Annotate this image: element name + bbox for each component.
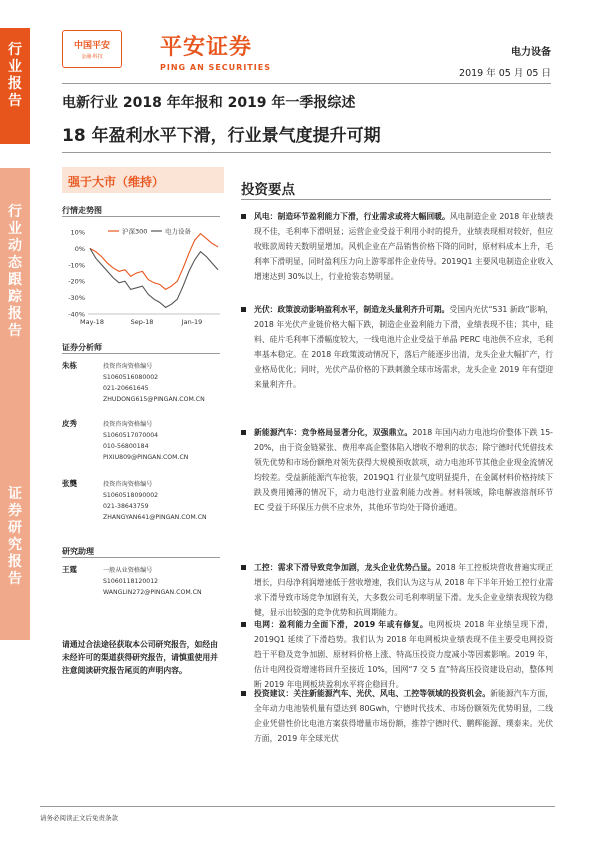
cert-number: S1060516080002 [103, 374, 159, 382]
side-tab-securities-research [0, 400, 30, 640]
analyst-name: 张龑 [62, 479, 77, 488]
key-point-grid [241, 617, 553, 692]
cert-number: S1060517070004 [103, 432, 159, 440]
pingan-logo [62, 30, 122, 68]
x-tick-label: Sep-18 [130, 318, 154, 326]
cert-label: 一般从业资格编号 [103, 567, 153, 574]
series-line-sector [90, 248, 218, 307]
footer-note: 请务必阅读正文后免责条款 [40, 814, 118, 822]
key-point-lead: 投资建议：关注新能源汽车、光伏、风电、工控等领域的投资机会。 [254, 689, 491, 698]
key-point-lead: 新能源汽车：竞争格局显著分化，双强鼎立。 [254, 428, 413, 437]
header-divider [62, 83, 551, 84]
key-point-ev [241, 425, 553, 516]
key-points-divider [241, 199, 551, 200]
legend-label: 沪深300 [122, 227, 148, 236]
analyst-name: 皮秀 [62, 419, 77, 428]
analysts-section-label: 证券分析师 [62, 343, 102, 352]
key-point-solar [241, 302, 553, 393]
y-tick-label: -20% [68, 277, 85, 286]
bullet-square-icon [241, 622, 246, 627]
cert-number: S1060518090002 [103, 492, 159, 500]
key-point-text: 风电制造企业 2018 年业绩表现不佳，毛利率下滑明显；运营企业受益于利用小时的提升，业绩表现相对较好，但应收账款周转天数明显增加。风机企业在产品销售价格下降的同时，原材料成本上升，毛利率下滑明显，同时盈利压力向上游零部件企业传导。2019Q1 主要风电制造企业收入增速达到 30%以上，行业抢装态势明显。 [254, 212, 553, 282]
logo-text: 中国平安 [73, 41, 110, 51]
report-date: 2019 年 05 月 05 日 [459, 68, 551, 79]
assistant-divider [62, 557, 220, 558]
key-points-title: 投资要点 [241, 182, 295, 198]
assistant-contact [103, 565, 202, 598]
trend-chart [60, 222, 230, 332]
y-tick-label: 0% [74, 244, 85, 253]
sector-label: 电力设备 [511, 47, 551, 58]
side-tab-dynamic-report [0, 168, 30, 400]
email: ZHANGYAN641@PINGAN.COM.CN [103, 514, 207, 522]
brand-name-en: PING AN SECURITIES [160, 63, 271, 72]
logo-subtext: 金融·科技 [81, 54, 103, 60]
assistant-section-label: 研究助理 [62, 547, 94, 556]
analyst-contact [103, 361, 205, 405]
rating-badge: 强于大市（维持） [62, 167, 224, 193]
cert-number: S1060118120012 [103, 578, 159, 586]
analyst-contact [103, 479, 207, 523]
analysts-divider [62, 353, 220, 354]
key-point-lead: 风电：制造环节盈利能力下滑，行业需求或将大幅回暖。 [254, 212, 450, 221]
key-point-investment-advice [241, 686, 553, 746]
y-tick-label: 10% [70, 228, 85, 237]
report-subtitle: 18 年盈利水平下滑，行业景气度提升可期 [62, 126, 381, 146]
key-point-wind [241, 209, 553, 284]
bullet-square-icon [241, 214, 246, 219]
key-point-text: 2018 年工控板块营收普遍实现正增长，归母净利润增速低于营收增速，我们认为这与从 2018 年下半年开始工控行业需求下滑导致市场竞争加剧有关，大多数公司毛利率明显下滑。龙头企业业绩表现较为稳健，显示出较强的竞争优势和抗周期能力。 [254, 563, 553, 618]
trend-chart-label: 行情走势图 [62, 206, 102, 215]
key-point-text: 新能源汽车方面，全年动力电池装机量有望达到 80Gwh，宁德时代技术、市场份额领先优势明显，二线企业凭借性价比电池方案获得增量市场份额，推荐宁德时代、鹏辉能源、璞泰来。光伏方面，2019 年全球光伏 [254, 689, 553, 744]
side-tab-industry-report [0, 28, 30, 144]
x-tick-label: Jan-19 [181, 318, 203, 326]
analyst-name: 朱栋 [62, 361, 77, 370]
title-divider [62, 152, 551, 153]
key-point-industrial-control [241, 560, 553, 620]
key-point-lead: 光伏：政策波动影响盈利水平，制造龙头量利齐升可期。 [254, 305, 450, 314]
phone: 010-56800184 [103, 443, 149, 451]
x-tick-label: May-18 [80, 318, 104, 326]
brand [160, 30, 271, 72]
email: ZHUDONG615@PINGAN.COM.CN [103, 396, 205, 404]
cert-label: 投资咨询资格编号 [103, 481, 153, 488]
key-point-lead: 工控：需求下滑导致竞争加剧，龙头企业优势凸显。 [254, 563, 436, 572]
report-title: 电新行业 2018 年年报和 2019 年一季报综述 [62, 95, 356, 111]
trend-divider [62, 216, 220, 217]
footer-divider [40, 806, 555, 807]
bullet-square-icon [241, 430, 246, 435]
cert-label: 投资咨询资格编号 [103, 421, 153, 428]
email: PIXIU809@PINGAN.COM.CN [103, 454, 189, 462]
assistant-name: 王霆 [62, 565, 77, 574]
side-tab-label: 行业动态跟踪报告 [8, 204, 22, 339]
series-line-hs300 [90, 234, 218, 290]
email: WANGLIN272@PINGAN.COM.CN [103, 589, 202, 597]
key-point-lead: 电网：盈利能力全面下滑，2019 年或有修复。 [254, 620, 429, 629]
y-tick-label: -10% [68, 261, 85, 270]
key-point-text: 受国内光伏“531 新政”影响，2018 年光伏产业链价格大幅下跌，制造企业盈利能力下滑，业绩表现不佳；其中，硅料、硅片毛利率下滑幅度较大，一线电池片企业受益于单晶 PERC 电池供不应求，毛利率基本稳定。在 2018 年政策波动情况下，落后产能逐步出清，龙头企业大幅扩产，行业格局优化；同时，光伏产品价格的下跌刺激全球市场需求，龙头企业 2019 年有望迎来量利齐升。 [254, 305, 553, 390]
y-tick-label: -30% [68, 294, 85, 303]
disclaimer-warning: 请通过合法途径获取本公司研究报告，如经由未经许可的渠道获得研究报告，请慎重使用并注意阅读研究报告尾页的声明内容。 [62, 640, 218, 675]
y-tick-label: -40% [68, 310, 85, 319]
key-point-text: 电网板块 2018 年业绩呈现下滑，2019Q1 延续了下滑趋势。我们认为 2018 年电网板块业绩表现不佳主要受电网投资趋于平稳及竞争加剧、原材料价格上涨、特高压投资力度减小等因素影响。2019 年，估计电网投资增速将回升至接近 10%，国网“7 交 5 直”特高压投资建设启动，整体判断 2019 年电网板块盈利水平将企稳回升。 [254, 620, 553, 690]
side-tab-label: 行业报告 [8, 42, 22, 109]
brand-name-cn: 平安证券 [160, 35, 253, 60]
side-tab-label: 证券研究报告 [8, 486, 22, 587]
analyst-contact [103, 419, 188, 463]
bullet-square-icon [241, 565, 246, 570]
cert-label: 投资咨询资格编号 [103, 363, 153, 370]
key-point-text: 2018 年国内动力电池均价整体下跌 15-20%，由于资金链紧张、费用率高企整体陷入增收不增利的状态；除宁德时代凭借技术领先优势和市场份额绝对领先获得大规模预收款项，动力电池环节其他企业现金流情况均较差。受益新能源汽车抢装，2019Q1 行业景气度明显提升，在金属材料价格持续下跌及费用摊薄的情况下，动力电池行业盈利能力改善。材料领域，除电解液溶剂环节 EC 受益于环保压力供不应求外，其他环节均处于降价通道。 [254, 428, 553, 513]
bullet-square-icon [241, 307, 246, 312]
phone: 021-38643759 [103, 503, 149, 511]
bullet-square-icon [241, 691, 246, 696]
phone: 021-20661645 [103, 385, 149, 393]
legend-label: 电力设备 [165, 227, 191, 236]
